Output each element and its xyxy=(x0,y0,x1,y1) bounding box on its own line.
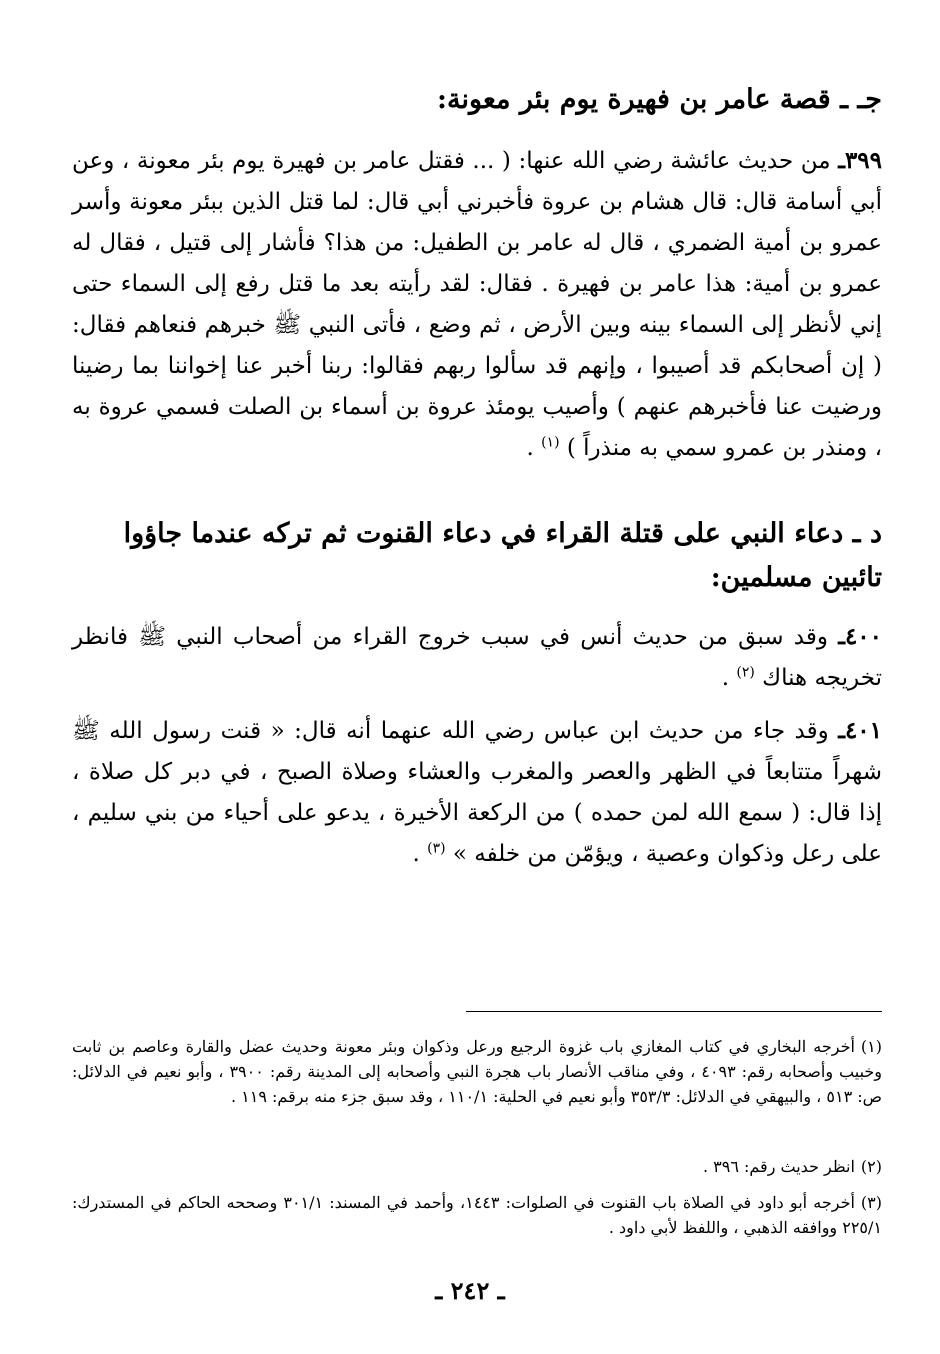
footnote-divider xyxy=(466,1011,882,1012)
page-number: ـ ٢٤٢ ـ xyxy=(435,1276,505,1305)
footnote-text: أخرجه البخاري في كتاب المغازي باب غزوة الرجيع ورعل وذكوان وبئر معونة وحديث عضل والقارة وعاصم بن ثابت وخبيب وأصحابه رقم: ٤٠٩٣ ، وفي مناقب الأنصار باب هجرة النبي وأصحابه إلى المدينة رقم: ٣٩٠٠ ، وأبو نعيم في الدلائل: ص: ٥١٣ ، والبيهقي في الدلائل: ٣٥٣/٣ وأبو نعيم في الحلية: ١١٠/١ ، وقد سبق جزء منه برقم: ١١٩ . xyxy=(72,1037,883,1106)
hadith-399 xyxy=(72,140,882,469)
hadith-end: . xyxy=(526,435,534,461)
footnote-mark: (٣) xyxy=(860,1193,882,1212)
footnote-text: انظر حديث رقم: ٣٩٦ . xyxy=(702,1157,855,1176)
footnote-1 xyxy=(72,1034,882,1109)
hadith-400 xyxy=(72,616,882,699)
footnote-mark: (٢) xyxy=(860,1157,882,1176)
footnote-3 xyxy=(72,1190,882,1240)
hadith-number: ٤٠١ xyxy=(844,717,882,744)
footnote-ref: (٣) xyxy=(427,840,446,857)
hadith-separator: ـ xyxy=(838,623,845,650)
hadith-end: . xyxy=(721,665,737,691)
hadith-401 xyxy=(72,710,882,875)
hadith-text: وقد جاء من حديث ابن عباس رضي الله عنهما أنه قال: « قنت رسول الله ﷺ شهراً متتابعاً في الظهر والعصر والمغرب والعشاء وصلاة الصبح ، في دبر كل صلاة ، إذا قال: ( سمع الله لمن حمده ) من الركعة الأخيرة ، يدعو على أحياء من بني سليم ، على رعل وذكوان وعصية ، ويؤمّن من خلفه » xyxy=(72,718,882,867)
hadith-text: من حديث عائشة رضي الله عنها: ( ... فقتل عامر بن فهيرة يوم بئر معونة ، وعن أبي أسامة قال: قال هشام بن عروة فأخبرني أبي قال: لما قتل الذين ببئر معونة وأسر عمرو بن أمية الضمري ، قال له عامر بن الطفيل: من هذا؟ فأشار إلى قتيل ، فقال له عمرو بن أمية: هذا عامر بن فهيرة . فقال: لقد رأيته بعد ما قتل رفع إلى السماء حتى إني لأنظر إلى السماء بينه وبين الأرض ، ثم وضع ، فأتى النبي ﷺ خبرهم فنعاهم فقال: ( إن أصحابكم قد أصيبوا ، وإنهم قد سألوا ربهم فقالوا: ربنا أخبر عنا إخواننا بما رضينا ورضيت عنا فأخبرهم عنهم ) وأصيب يومئذ عروة بن أسماء بن الصلت فسمي عروة به ، ومنذر بن عمرو سمي به منذراً ) xyxy=(72,148,882,461)
hadith-separator: ـ xyxy=(838,717,845,744)
footnote-ref: (١) xyxy=(541,434,560,451)
hadith-separator: ـ xyxy=(838,147,845,174)
hadith-number: ٣٩٩ xyxy=(844,147,882,174)
hadith-end: . xyxy=(412,841,428,867)
footnote-2 xyxy=(72,1154,882,1179)
footnote-ref: (٢) xyxy=(736,664,755,681)
section-heading-d: د ـ دعاء النبي على قتلة القراء في دعاء القنوت ثم تركه عندما جاؤوا تائبين مسلمين: xyxy=(123,518,882,593)
footnote-text: أخرجه أبو داود في الصلاة باب القنوت في الصلوات: ١٤٤٣، وأحمد في المسند: ٣٠١/١ وصححه الحاكم في المستدرك: ٢٢٥/١ ووافقه الذهبي ، واللفظ لأبي داود . xyxy=(72,1193,882,1237)
hadith-number: ٤٠٠ xyxy=(844,623,882,650)
footnote-mark: (١) xyxy=(860,1037,882,1056)
hadith-text: وقد سبق من حديث أنس في سبب خروج القراء من أصحاب النبي ﷺ فانظر تخريجه هناك xyxy=(72,624,882,691)
section-heading-c: جـ ـ قصة عامر بن فهيرة يوم بئر معونة: xyxy=(437,84,882,115)
